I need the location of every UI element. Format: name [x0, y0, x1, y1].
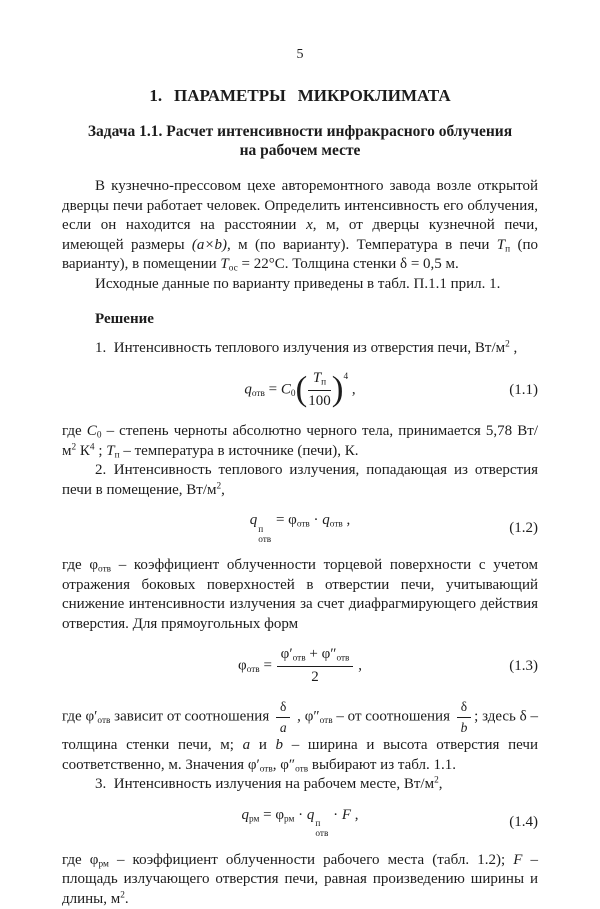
- formula-1-3-expression: $\varphi_{отв}$ = $\frac{\varphi'_{отв} + \varphi''_{отв}}{2}$ ,: [238, 646, 362, 685]
- data-note-paragraph: Исходные данные по варианту приведены в табл. П.1.1 прил. 1.: [95, 275, 501, 292]
- formula-1-4-expression: $q_{рм} = \varphi_{рм} \cdot q$ п отв · F ,: [241, 806, 359, 840]
- formula-1-1-expression: $q_{отв} = C_0$( $\frac{T_п}{100}$ )$^4$ ,: [244, 368, 356, 409]
- solution-heading: Решение: [95, 311, 154, 328]
- equation-number-1-4: (1.4): [509, 814, 538, 831]
- equation-number-1-2: (1.2): [509, 519, 538, 536]
- equation-number-1-3: (1.3): [509, 657, 538, 674]
- intro-paragraph: В кузнечно-прессовом цехе авторемонтного завода возле открытой дверцы печи работает человек. Определить интенсивность его облучения, если он находится на расстоянии x, м, от дверцы кузнечной печи, имеющей размеры (a×b), м (по варианту). Температура в печи $T_п$ (по варианту), в помещении $T_{ос} = 22^\circ С$. Толщина стенки δ = 0,5 м.: [62, 178, 538, 274]
- where-c0-paragraph: где $C_0$ – степень черноты абсолютно черного тела, принимается 5,78 $Вт/м^2$ $К^4$ ; $T_п$ – температура в источнике (печи), К.: [62, 423, 538, 461]
- task-title-line1: Задача 1.1. Расчет интенсивности инфракрасного облучения: [87, 122, 513, 140]
- step-2-text: 2. Интенсивность теплового излучения, попадающая из отверстия печи в помещение, $Вт/м^2$,: [62, 462, 538, 498]
- section-title: 1. ПАРАМЕТРЫ МИКРОКЛИМАТА: [149, 86, 451, 106]
- where-delta-ratio-paragraph: где $\varphi'_{отв}$ зависит от соотношения $\frac{\delta}{a}$ , $\varphi''_{отв}$ – от соотношения $\frac{\delta}{b}$ ; здесь δ – толщина стенки печи, м; a и b – ширина и высота отверстия печи соответственно, м. Значения $\varphi'_{отв}$, $\varphi''_{отв}$ выбирают из табл. 1.1.: [62, 699, 539, 775]
- page-number: 5: [296, 47, 304, 62]
- formula-1-2: [62, 511, 538, 545]
- formula-1-4: [62, 806, 538, 840]
- task-title-line2: на рабочем месте: [239, 141, 361, 159]
- formula-1-1: [62, 369, 538, 411]
- step-1-text: 1. Интенсивность теплового излучения из отверстия печи, $Вт/м^2$ ,: [95, 339, 518, 356]
- where-phi-otv-paragraph: где $\varphi_{отв}$ – коэффициент облученности торцевой поверхности с учетом отражения боковых поверхностей в отверстии печи, учитывающий снижение интенсивности излучения за счет диафрагмирующего действия отверстия. Для прямоугольных форм: [62, 557, 538, 632]
- where-phi-rm-paragraph: где $\varphi_{рм}$ – коэффициент облученности рабочего места (табл. 1.2); F – площадь излучающего отверстия печи, равная произведению ширины и длины, $м^2$.: [62, 851, 539, 907]
- step-3-text: 3. Интенсивность излучения на рабочем месте, $Вт/м^2$,: [95, 775, 443, 793]
- formula-1-3: [62, 645, 538, 687]
- formula-1-2-expression: q п отв = $\varphi_{отв} \cdot q_{отв}$ ,: [249, 512, 351, 545]
- equation-number-1-1: (1.1): [509, 381, 538, 398]
- task-title: [62, 122, 538, 161]
